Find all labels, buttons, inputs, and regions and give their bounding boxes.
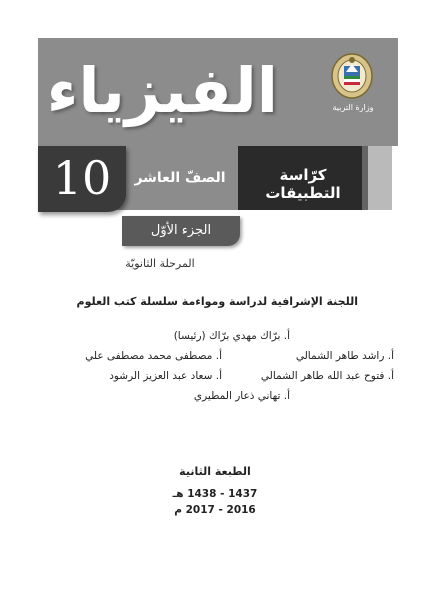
edition-hijri-year: 1437 - 1438 هـ: [172, 488, 258, 500]
kuwait-emblem-icon: [330, 52, 374, 100]
stage-label: المرحلة الثانويّة: [125, 257, 195, 270]
committee-member: أ. سعاد عبد العزيز الرشود: [109, 370, 222, 382]
committee-heading: اللجنة الإشرافية لدراسة ومواءمة سلسلة كتب العلوم: [76, 295, 358, 308]
ministry-label: وزارة التربية: [332, 103, 374, 112]
committee-member: أ. تهاني ذعار المطيري: [193, 390, 290, 402]
edition-label: الطبعة الثانية: [179, 465, 251, 478]
committee-member: أ. راشد طاهر الشمالي: [295, 350, 394, 362]
grade-number: 10: [52, 151, 112, 205]
committee-chair: أ. برّاك مهدي برّاك (رئيسا): [173, 330, 290, 342]
committee-member: أ. مصطفى محمد مصطفى علي: [85, 350, 222, 362]
edition-gregorian-year: 2016 - 2017 م: [174, 504, 256, 516]
band-strip: [362, 146, 392, 210]
part-label: الجزء الأوّل: [150, 223, 212, 238]
committee-member: أ. فتوح عبد الله طاهر الشمالي: [260, 370, 394, 382]
book-title: الفيزياء: [46, 54, 278, 127]
grade-label: الصفّ العاشر: [134, 170, 226, 186]
booklet-label: كرّاسة التطبيقات: [265, 166, 341, 202]
